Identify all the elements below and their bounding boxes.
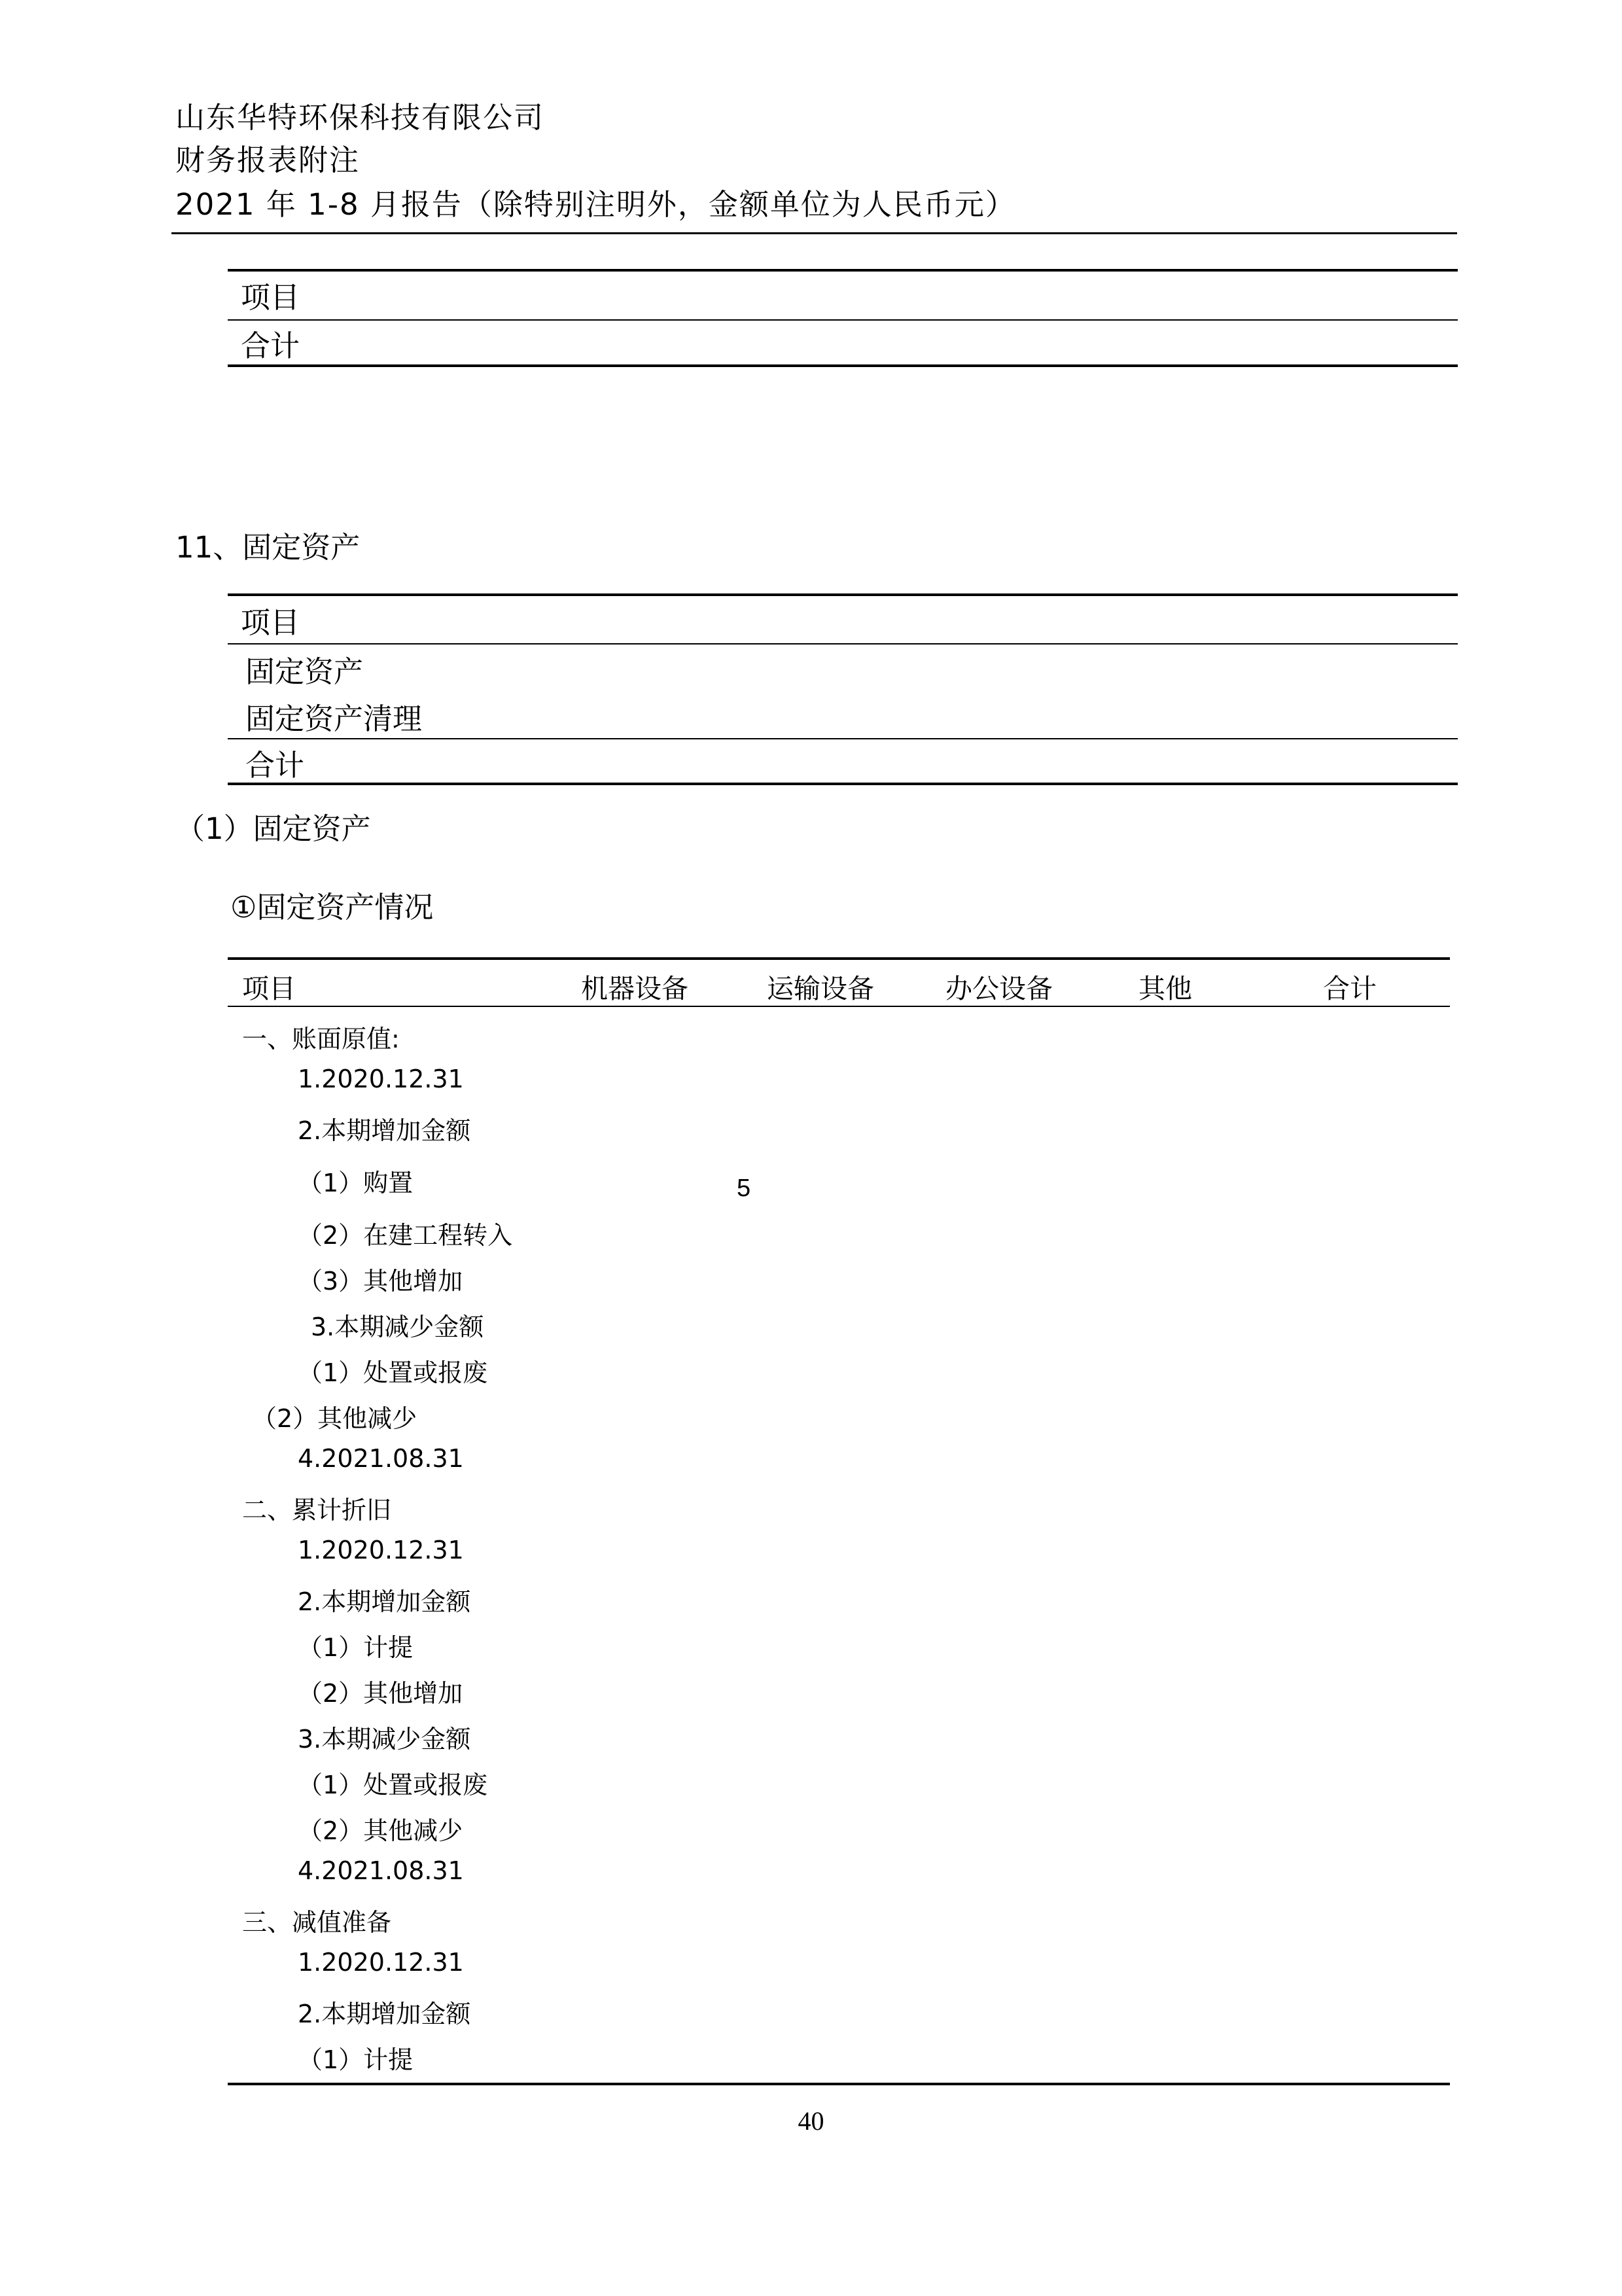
row-label: 4.2021.08.31	[298, 1856, 464, 1885]
row-label: 2.本期增加金额	[298, 2000, 471, 2028]
row-label: （1）计提	[298, 2045, 414, 2074]
table-rule	[228, 783, 1458, 785]
column-header-item: 项目	[241, 280, 300, 315]
row-label: （1）处置或报废	[298, 1771, 488, 1799]
document-title: 财务报表附注	[175, 143, 361, 177]
row-label: 2.本期增加金额	[298, 1587, 471, 1616]
row-label: 2.本期增加金额	[298, 1116, 471, 1145]
table-rule	[228, 2083, 1450, 2085]
row-label: 一、账面原值:	[242, 1025, 400, 1053]
row-label: 3.本期减少金额	[311, 1313, 484, 1341]
row-label: 二、累计折旧	[242, 1496, 392, 1525]
row-label: 1.2020.12.31	[298, 1536, 464, 1564]
row-label: 4.2021.08.31	[298, 1444, 464, 1473]
row-label: 三、减值准备	[242, 1908, 392, 1937]
table-rule	[228, 957, 1450, 960]
subsection-title: （1）固定资产	[175, 811, 371, 846]
total-label: 合计	[245, 748, 305, 783]
table-rule	[228, 364, 1458, 367]
column-header-total: 合计	[1323, 973, 1377, 1004]
table-rule	[228, 738, 1458, 739]
column-header-item: 项目	[241, 605, 300, 640]
row-label: （1）处置或报废	[298, 1358, 488, 1387]
table-rule	[228, 269, 1458, 272]
row-label: （1）计提	[298, 1633, 414, 1662]
column-header-transport: 运输设备	[767, 973, 874, 1004]
table-rule	[228, 1006, 1450, 1007]
column-header-office: 办公设备	[945, 973, 1053, 1004]
section-title: 11、固定资产	[175, 530, 361, 565]
row-label: 3.本期减少金额	[298, 1725, 471, 1754]
total-label: 合计	[241, 328, 300, 363]
row-label: （1）购置	[298, 1169, 414, 1197]
subsection-subtitle: ①固定资产情况	[230, 890, 434, 925]
row-label: 固定资产	[245, 654, 364, 689]
company-name: 山东华特环保科技有限公司	[175, 100, 545, 135]
report-period: 2021 年 1-8 月报告（除特别注明外，金额单位为人民币元）	[175, 187, 1016, 222]
header-divider	[171, 232, 1457, 234]
wrapped-digit: 5	[737, 1174, 751, 1202]
table-rule	[228, 593, 1458, 596]
row-label: （2）在建工程转入	[298, 1221, 513, 1250]
row-label: （2）其他减少	[298, 1816, 463, 1845]
row-label: 1.2020.12.31	[298, 1065, 464, 1093]
row-label: （2）其他增加	[298, 1679, 463, 1708]
column-header-machinery: 机器设备	[581, 973, 688, 1004]
row-label: 固定资产清理	[245, 701, 423, 736]
page-number: 40	[798, 2106, 824, 2136]
row-label: 1.2020.12.31	[298, 1948, 464, 1977]
column-header-item: 项目	[242, 973, 296, 1004]
table-rule	[228, 643, 1458, 645]
column-header-other: 其他	[1138, 973, 1192, 1004]
row-label: （3）其他增加	[298, 1267, 463, 1296]
row-label: （2）其他减少	[252, 1404, 417, 1433]
table-rule	[228, 319, 1458, 321]
